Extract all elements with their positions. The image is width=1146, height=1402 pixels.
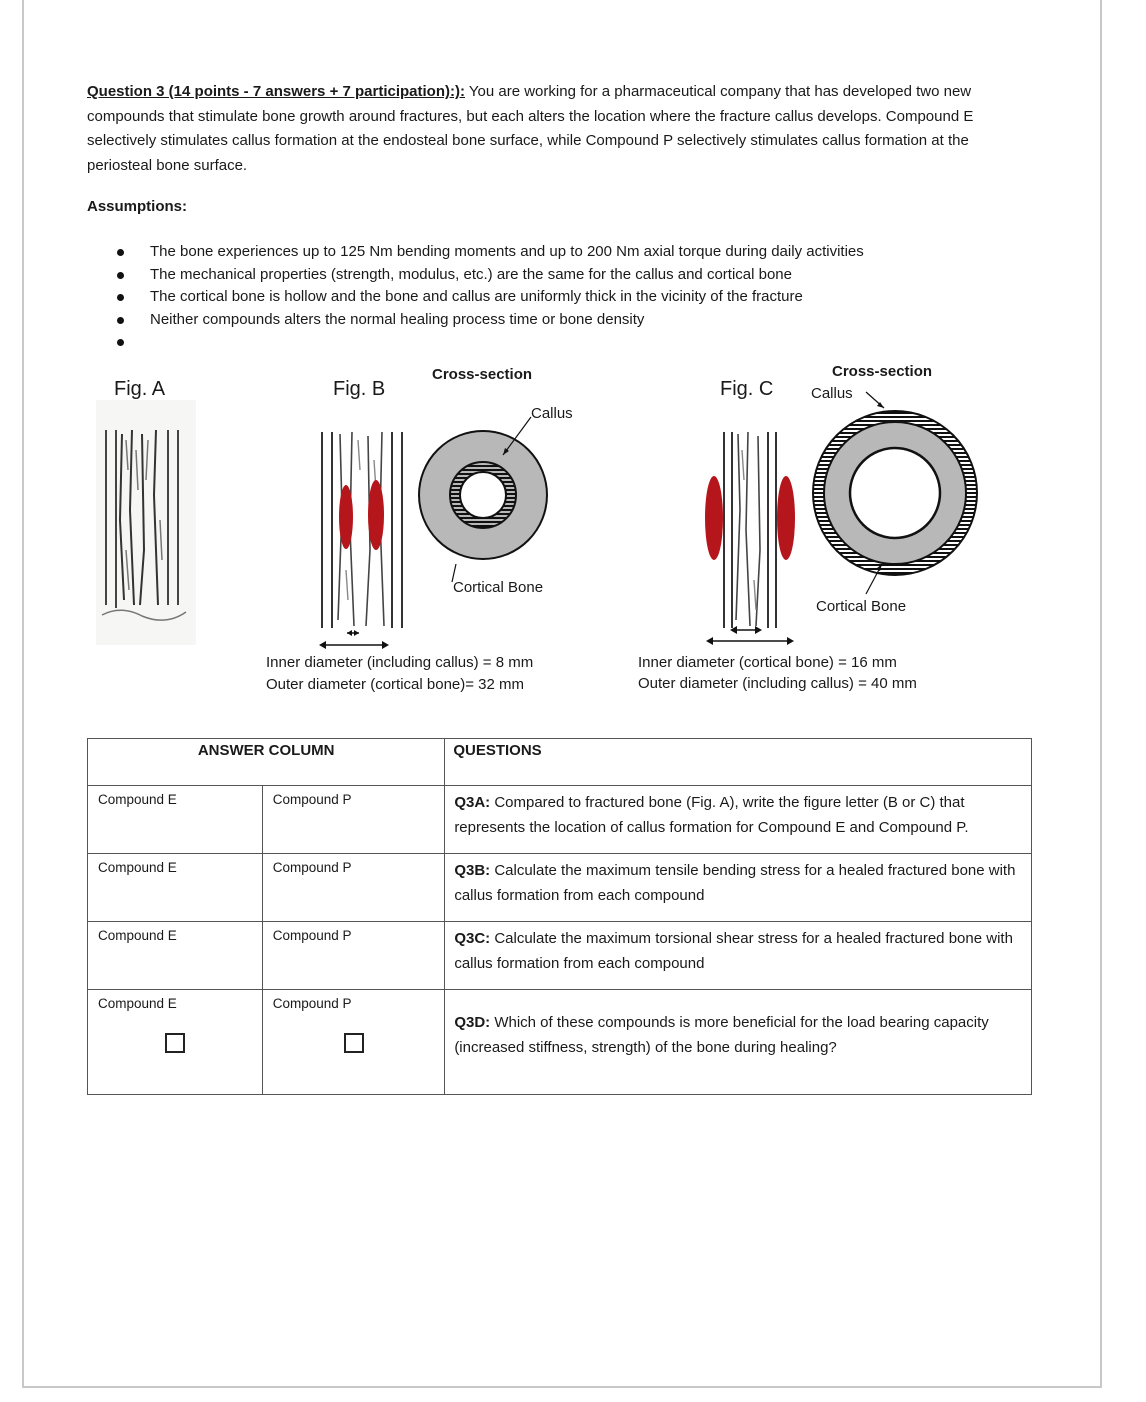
fig-b-callus-leader [495,415,535,460]
assumptions-list [113,241,864,354]
fig-b-cortical-leader [448,560,468,585]
question-q3b: Q3B: Calculate the maximum tensile bending stress for a healed fractured bone with callus formation from each compound [454,862,1016,904]
question-q3a: Q3A: Compared to fractured bone (Fig. A), write the figure letter (B or C) that represents the location of callus formation for Compound E and Compound P. [454,794,969,836]
compound-e-label: Compound E [98,792,177,807]
table-row [88,922,1032,990]
answer-table [87,738,1032,1095]
table-row [88,786,1032,854]
fig-b-callus-label: Callus [531,405,573,422]
answer-cell-e[interactable] [88,786,263,854]
question-q3d: Q3D: Which of these compounds is more beneficial for the load bearing capacity (increased stiffness, strength) of the bone during healing? [454,1014,989,1056]
fig-c-cross-section [812,408,982,578]
fig-c-outer-diameter: Outer diameter (including callus) = 40 mm [638,675,917,692]
fig-c-cross-section-label: Cross-section [832,363,933,380]
question-intro [87,80,1037,178]
compound-p-label: Compound P [272,928,352,943]
compound-e-label: Compound E [98,928,177,943]
answer-cell-e[interactable] [88,922,263,990]
fig-b-inner-diameter: Inner diameter (including callus) = 8 mm [266,654,534,671]
assumption-item: The cortical bone is hollow and the bone and callus are uniformly thick in the vicinity of the fracture [113,286,864,309]
fig-b-outer-diameter: Outer diameter (cortical bone)= 32 mm [266,676,525,693]
fig-a-bone-drawing [96,400,198,645]
assumption-item [113,331,864,354]
fig-b-bone-drawing [318,430,410,630]
answer-column-header: ANSWER COLUMN [88,739,445,786]
question-q3c: Q3C: Calculate the maximum torsional shear stress for a healed fractured bone with callus formation from each compound [454,930,1013,972]
table-row [88,990,1032,1095]
fig-b-label: Fig. B [333,378,386,400]
table-row [88,854,1032,922]
compound-p-label: Compound P [272,860,352,875]
fig-c-callus-label: Callus [811,385,853,402]
compound-p-label: Compound P [272,996,352,1011]
compound-e-label: Compound E [98,860,177,875]
question-heading: Question 3 (14 points - 7 answers + 7 participation):): [87,83,465,100]
answer-cell-p[interactable] [262,922,445,990]
compound-p-checkbox[interactable] [344,1033,364,1053]
fig-b-cross-section-label: Cross-section [432,366,533,383]
fig-c-cortical-label: Cortical Bone [816,598,907,615]
fig-a-label: Fig. A [114,378,166,400]
answer-cell-p[interactable] [262,786,445,854]
fig-c-inner-diameter: Inner diameter (cortical bone) = 16 mm [638,654,897,671]
assumption-item: The mechanical properties (strength, modulus, etc.) are the same for the callus and cortical bone [113,264,864,287]
compound-p-label: Compound P [272,792,352,807]
answer-cell-p[interactable] [262,854,445,922]
assumption-item: The bone experiences up to 125 Nm bending moments and up to 200 Nm axial torque during daily activities [113,241,864,264]
assumption-item: Neither compounds alters the normal healing process time or bone density [113,309,864,332]
fig-c-cortical-leader [860,558,890,598]
fig-c-callus-leader [860,388,900,418]
assumptions-title: Assumptions: [87,198,188,215]
fig-c-dimension-arrows [702,624,798,648]
compound-e-checkbox[interactable] [165,1033,185,1053]
questions-header: QUESTIONS [445,739,1032,786]
fig-b-cortical-label: Cortical Bone [453,579,544,596]
question-text: You are working for a pharmaceutical company that has developed two new compounds that stimulate bone growth around fractures, but each alters the location where the fracture callus develops. Compound E selectively stimulates callus formation at the endosteal bone surface, while Compound P selectively stimulates callus formation at the periosteal bone surface. [87,83,974,174]
compound-e-label: Compound E [98,996,177,1011]
fig-c-bone-drawing [700,430,802,630]
fig-b-dimension-arrows [315,628,395,652]
answer-cell-e[interactable] [88,854,263,922]
fig-c-label: Fig. C [720,378,774,400]
